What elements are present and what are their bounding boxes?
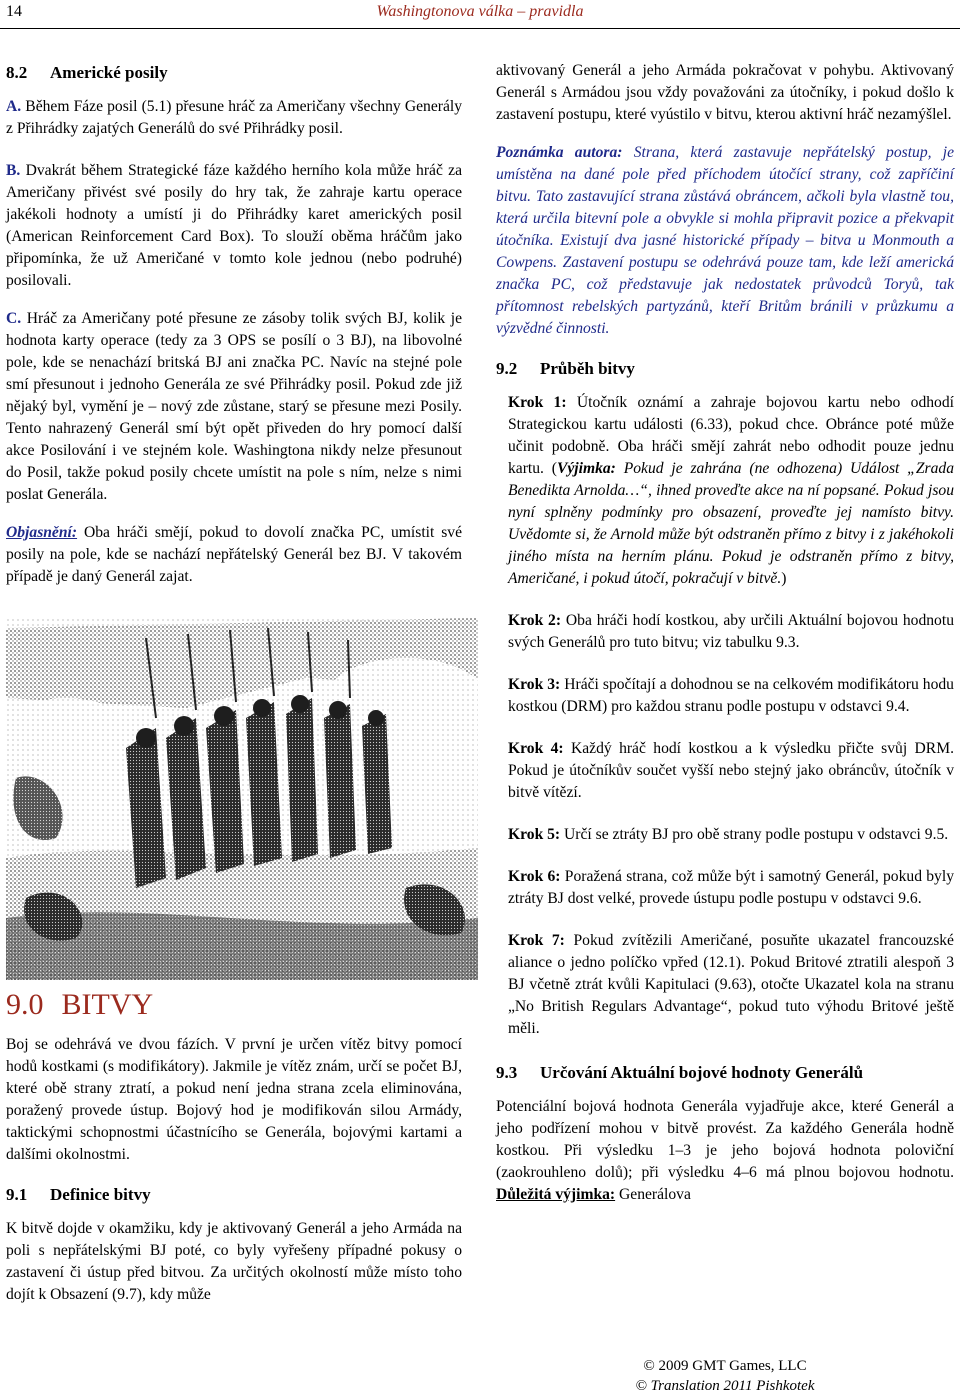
section-title: Americké posily xyxy=(50,63,168,82)
step-text: Určí se ztráty BJ pro obě strany podle postupu v odstavci 9.5. xyxy=(560,826,949,843)
rule-8-2-c xyxy=(6,308,462,506)
section-9-3-body: Potenciální bojová hodnota Generála vyjadřuje akce, které Generál a jeho podřízení mohou v bitvě provést. Za každého Generála hodně kostkou. Při výsledku 1–3 je jeho bojová hodnota poloviční (zaokrouhleno dolů); při výsledku 4–6 má plnou bojovou hodnotu. xyxy=(496,1098,954,1181)
rule-8-2-a xyxy=(6,96,462,140)
step-text: Každý hráč hodí kostkou a k výsledku přičte svůj DRM. Pokud je útočníkův součet vyšší nebo stejný jako obráncův, útočník v bitvě vítězí. xyxy=(508,740,954,801)
rule-text: Během Fáze posil (5.1) přesune hráč za Američany všechny Generály z Přihrádky zajatých Generálů do své Přihrádky posil. xyxy=(6,98,462,137)
section-9-3-heading xyxy=(496,1060,954,1086)
step-label: Krok 7: xyxy=(508,932,565,949)
section-title: Určování Aktuální bojové hodnoty Generálů xyxy=(540,1063,864,1082)
translation-credit: © Translation 2011 Pishkotek xyxy=(635,1378,815,1394)
author-note xyxy=(496,142,954,340)
author-note-label: Poznámka autora: xyxy=(496,144,623,161)
right-column xyxy=(496,60,954,1206)
section-9-2-heading xyxy=(496,356,954,382)
section-number: 9.1 xyxy=(6,1185,28,1204)
rule-text: Hráč za Američany poté přesune ze zásoby tolik svých BJ, kolik je hodnota karty operace (tedy za 3 OPS se posílí o 3 BJ), na libovolné pole, kde se nenachází britská BJ ani značka PC. Navíc na stejné pole smí přesunout i jednoho Generála ze své Přihrádky posil. Pokud zde již nějaký byl, vymění je – nový zde zůstane, starý se přesune mezi Posily. Tento nahrazený Generál smí být opět přiveden do hry pomocí další akce Posilování i ve stejném kole. Washingtona nikdy nelze přesunout do Posil, takže pokud posily chcete umístit na pole s ním, nelze s nimi poslat Generála. xyxy=(6,310,462,503)
step-text: Pokud zvítězili Američané, posuňte ukazatel francouzské aliance o jedno políčko vpřed (12.1). Pokud Britové ztratili alespoň 3 BJ včetně ztrát kvůli Kapitulaci (9.63), otočte Ukazatel kola na stranu „No British Regulars Advantage“, pokud tuto výhodu Britové ještě měli. xyxy=(508,932,954,1037)
copyright-line: © 2009 GMT Games, LLC xyxy=(643,1358,807,1374)
step-text: Hráči spočítají a dohodnou se na celkovém modifikátoru hodu kostkou (DRM) pro každou stranu podle postupu v odstavci 9.4. xyxy=(508,676,954,715)
section-number: 9.2 xyxy=(496,359,518,378)
page-header xyxy=(0,0,960,29)
section-title: Průběh bitvy xyxy=(540,359,635,378)
step-text: Útočník oznámí a zahraje bojovou kartu nebo odhodí Strategickou kartu události (6.33), pokud chce. Obránce poté může učinit podobně. Oba hráči smějí zahrát nebo odhodit pouze jednu kartu. ( xyxy=(508,394,954,477)
step-label: Krok 3: xyxy=(508,676,561,693)
step-label: Krok 4: xyxy=(508,740,564,757)
section-number: 9.3 xyxy=(496,1063,518,1082)
rule-label: A. xyxy=(6,98,22,115)
section-title: BITVY xyxy=(61,988,154,1021)
left-column xyxy=(6,60,462,588)
section-number: 8.2 xyxy=(6,63,28,82)
section-9-1-text: K bitvě dojde v okamžiku, kdy je aktivovaný Generál a jeho Armáda na poli s nepřátelskými BJ poté, co byly vyřešeny případné pokusy o zastavení či ústup před bitvou. Za určitých okolností může místo toho dojít k Obsazení (9.7), kdy může xyxy=(6,1220,462,1303)
left-column-bottom xyxy=(6,986,462,1306)
step-label: Krok 5: xyxy=(508,826,561,843)
section-8-2-heading xyxy=(6,60,462,86)
running-title: Washingtonova válka – pravidla xyxy=(376,3,584,20)
section-9-0-heading xyxy=(6,986,462,1024)
battle-step-7 xyxy=(496,930,954,1040)
battle-step-1 xyxy=(496,392,954,590)
exception-text: Pokud je zahrána (ne odhozena) Událost „Zrada Benedikta Arnolda…“, ihned proveďte akce na ní popsané. Pokud jsou nyní splněny podmínky pro obsazení, proveďte jej namísto bitvy. Uvědomte si, že Arnold může být odstraněn přímo z bitvy i z jakéhokoli jiného místa na herním plánu. Pokud je odstraněn přímo z bitvy, Američané, i pokud útočí, pokračují v bitvě. xyxy=(508,460,954,587)
battle-step-6 xyxy=(496,866,954,910)
exception-label: Výjimka: xyxy=(556,460,616,477)
explanation-label: Objasnění: xyxy=(6,524,78,541)
battle-step-4 xyxy=(496,738,954,804)
page-number: 14 xyxy=(6,3,22,20)
explanation-note xyxy=(6,522,462,588)
battle-step-5 xyxy=(496,824,954,846)
section-title: Definice bitvy xyxy=(50,1185,151,1204)
step-label: Krok 1: xyxy=(508,394,567,411)
battle-engraving-illustration xyxy=(6,618,478,980)
section-9-3-text xyxy=(496,1096,954,1206)
section-9-1-heading xyxy=(6,1182,462,1208)
section-9-3-tail: Generálova xyxy=(615,1186,691,1203)
battle-step-3 xyxy=(496,674,954,718)
rule-8-2-b xyxy=(6,160,462,292)
step-text: Oba hráči hodí kostkou, aby určili Aktuální bojovou hodnotu svých Generálů pro tuto bitvu; viz tabulku 9.3. xyxy=(508,612,954,651)
continued-paragraph: aktivovaný Generál a jeho Armáda pokračovat v pohybu. Aktivovaný Generál s Armádou jsou vždy považováni za útočníky, i pokud došlo k zastavení postupu, které vyústilo v bitvu, kterou aktivní hráč nezamýšlel. xyxy=(496,62,954,123)
rule-label: C. xyxy=(6,310,22,327)
step-label: Krok 2: xyxy=(508,612,562,629)
rule-label: B. xyxy=(6,162,21,179)
rule-text: Dvakrát během Strategické fáze každého herního kola může hráč za Američany přivést své posily do hry tak, že zahraje kartu operace jakékoli hodnoty a umístí ji do Přihrádky karet amerických posil (American Reinforcement Card Box). To slouží oběma hráčům jako připomínka, že už Američané v tomto kole jednou (nebo podruhé) posilovali. xyxy=(6,162,462,289)
section-number: 9.0 xyxy=(6,988,44,1021)
exception-close: ) xyxy=(781,570,787,587)
page-footer xyxy=(496,1356,954,1396)
important-exception-label: Důležitá výjimka: xyxy=(496,1186,616,1203)
step-label: Krok 6: xyxy=(508,868,561,885)
step-text: Poražená strana, což může být i samotný Generál, pokud byly ztráty BJ dost velké, provede ústupu podle postupu v odstavci 9.6. xyxy=(508,868,954,907)
author-note-text: Strana, která zastavuje nepřátelský postup, je umístěna na dané pole před příchodem útočící strany, což zapříčiní bitvu. Tato zastavující strana zůstává obráncem, ačkoli byla vlastně tou, která určila bitevní pole a obvykle si mohla připravit pozice a překvapit útočníka. Existují dva jasné historické případy – bitva u Monmouth a Cowpens. Zastavení postupu se odehrává pouze tam, kde leží americká značka PC, což představuje jak nedostatek průvodců Toryů, tak přítomnost rebelských partyzánů, kteří Britům bránili v průzkumu a výzvědné činnosti. xyxy=(496,144,954,337)
explanation-text: Oba hráči smějí, pokud to dovolí značka PC, umístit své posily na pole, kde se nachází nepřátelský Generál bez BJ. V takovém případě je daný Generál zajat. xyxy=(6,524,462,585)
battle-step-2 xyxy=(496,610,954,654)
section-9-0-text: Boj se odehrává ve dvou fázích. V první je určen vítěz bitvy pomocí hodů kostkami (s modifikátory). Jakmile je vítěz znám, určí se počet BJ, které obě strany ztratí, a pokud není jedna strana zcela eliminována, poražený provede ústup. Bojový hod je modifikován silou Armády, taktickými schopnostmi účastnícího se Generála, bojovými kartami a dalšími okolnostmi. xyxy=(6,1036,462,1163)
